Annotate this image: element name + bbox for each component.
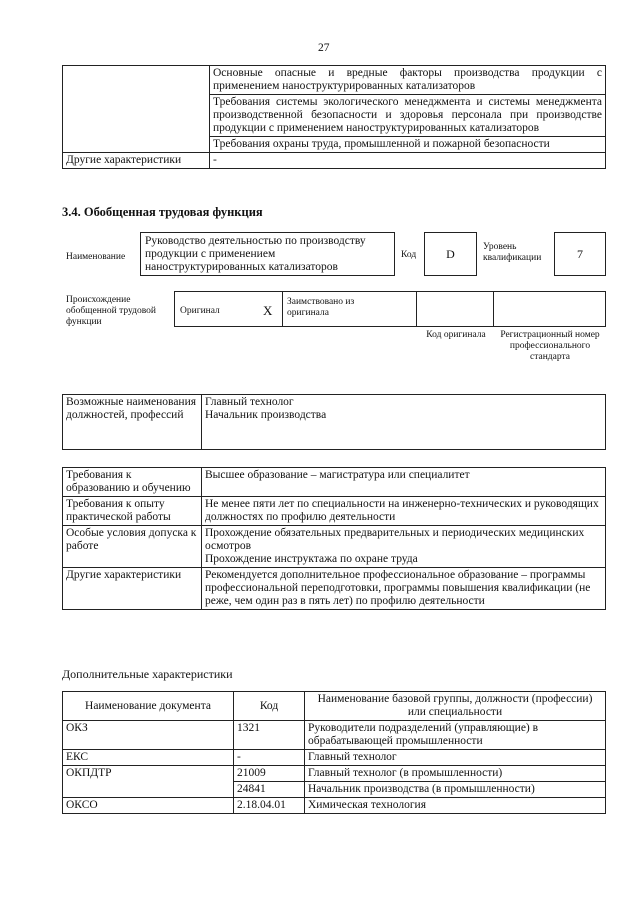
origin-original-mark: X xyxy=(263,303,273,318)
req-other-value: Рекомендуется дополнительное профессиональное образование – программы профессиональной переподготовки, программы повышения квалификации (не реже, чем один раз в пять лет) по профилю деятельности xyxy=(202,568,606,610)
origin-box xyxy=(174,291,606,327)
extra-row-name: Начальник производства (в промышленности) xyxy=(305,782,606,798)
positions-table xyxy=(62,394,606,450)
extra-row-code: 1321 xyxy=(234,721,305,750)
origin-original-label: Оригинал xyxy=(180,306,220,316)
req-experience-value: Не менее пяти лет по специальности на инженерно-технических и руководящих должностях по профилю деятельности xyxy=(202,497,606,526)
requirements-table xyxy=(62,467,606,610)
extra-row-name: Главный технолог (в промышленности) xyxy=(305,766,606,782)
page-number: 27 xyxy=(318,42,330,54)
origin-divider-2 xyxy=(416,291,417,327)
req-education-label: Требования к образованию и обучению xyxy=(63,468,202,497)
extra-row-name: Химическая технология xyxy=(305,798,606,814)
top-table xyxy=(62,65,606,169)
origin-borrowed-label: Заимствовано из оригинала xyxy=(287,297,355,318)
function-code-label: Код xyxy=(401,250,417,260)
req-education-value: Высшее образование – магистратура или специалитет xyxy=(202,468,606,497)
req-conditions-value: Прохождение обязательных предварительных и периодических медицинских осмотров Прохождение инструктажа по охране труда xyxy=(202,526,606,568)
extra-header-name: Наименование базовой группы, должности (профессии) или специальности xyxy=(305,692,606,721)
extra-table xyxy=(62,691,606,814)
function-level-label: Уровень квалификации xyxy=(483,242,542,263)
positions-label: Возможные наименования должностей, профессий xyxy=(63,395,202,450)
extra-row-code: 24841 xyxy=(234,782,305,798)
req-other-label: Другие характеристики xyxy=(63,568,202,610)
extra-row-code: - xyxy=(234,750,305,766)
top-table-row-2: Требования системы экологического менеджмента и системы менеджмента производственной безопасности и здоровья персонала при производстве продукции с применением наноструктурированных катализаторов xyxy=(210,95,606,137)
section-title: 3.4. Обобщенная трудовая функция xyxy=(62,205,263,219)
origin-divider-3 xyxy=(493,291,494,327)
function-name-value: Руководство деятельностью по производству продукции с применением наноструктурированных катализаторов xyxy=(140,232,395,276)
extra-row-name: Главный технолог xyxy=(305,750,606,766)
req-experience-label: Требования к опыту практической работы xyxy=(63,497,202,526)
extra-row-doc: ОКЗ xyxy=(63,721,234,750)
top-table-other-value: - xyxy=(210,153,606,169)
top-table-empty-cell xyxy=(63,66,210,153)
origin-code-caption: Код оригинала xyxy=(426,330,486,340)
top-table-other-label: Другие характеристики xyxy=(63,153,210,169)
function-name-label: Наименование xyxy=(66,252,126,262)
function-level-value: 7 xyxy=(554,232,606,276)
req-conditions-label: Особые условия допуска к работе xyxy=(63,526,202,568)
extra-row-code: 21009 xyxy=(234,766,305,782)
extra-header-doc: Наименование документа xyxy=(63,692,234,721)
origin-reg-caption: Регистрационный номер профессионального стандарта xyxy=(500,330,600,362)
extra-row-name: Руководители подразделений (управляющие) в обрабатывающей промышленности xyxy=(305,721,606,750)
top-table-row-3: Требования охраны труда, промышленной и пожарной безопасности xyxy=(210,137,606,153)
extra-row-doc: ОКСО xyxy=(63,798,234,814)
extra-row-doc: ОКПДТР xyxy=(63,766,234,798)
positions-value: Главный технолог Начальник производства xyxy=(202,395,606,450)
extra-header-code: Код xyxy=(234,692,305,721)
function-code-value: D xyxy=(424,232,477,276)
extra-title: Дополнительные характеристики xyxy=(62,667,233,681)
origin-divider-1 xyxy=(282,291,283,327)
extra-row-doc: ЕКС xyxy=(63,750,234,766)
extra-row-code: 2.18.04.01 xyxy=(234,798,305,814)
top-table-row-1: Основные опасные и вредные факторы производства продукции с применением наноструктурированных катализаторов xyxy=(210,66,606,95)
origin-label: Происхождение обобщенной трудовой функции xyxy=(66,295,156,327)
